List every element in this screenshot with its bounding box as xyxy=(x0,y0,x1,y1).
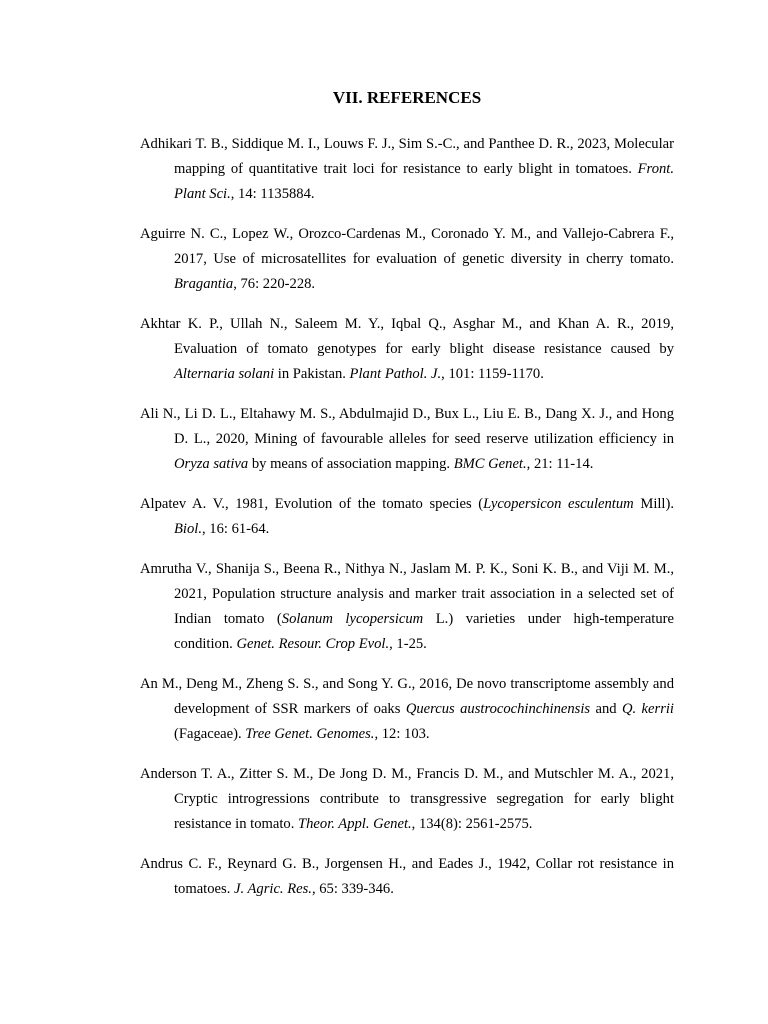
reference-italic-text: Alternaria solani xyxy=(174,366,275,382)
reference-italic-text: Theor. Appl. Genet. xyxy=(298,816,412,832)
reference-italic-text: Bragantia xyxy=(174,276,234,292)
reference-text: , 14: 1135884. xyxy=(230,186,315,202)
reference-italic-text: BMC Genet. xyxy=(453,456,527,472)
reference-text: L.) varieties under high-temperature condition. xyxy=(174,611,674,652)
reference-text: Alpatev A. V., 1981, Evolution of the tomato species ( xyxy=(140,496,484,512)
reference-text: , 12: 103. xyxy=(374,726,430,742)
reference-italic-text: Genet. Resour. Crop Evol. xyxy=(236,636,390,652)
reference-italic-text: J. Agric. Res. xyxy=(234,881,312,897)
section-heading: VII. REFERENCES xyxy=(332,88,482,107)
reference-entry xyxy=(140,762,674,837)
reference-text: Amrutha V., Shanija S., Beena R., Nithya N., Jaslam M. P. K., Soni K. B., and Viji M. M., 2021, Population structure analysis and marker trait association in a selected set of Indian tomato ( xyxy=(140,561,674,627)
reference-text: An M., Deng M., Zheng S. S., and Song Y. G., 2016, De novo transcriptome assembly and development of SSR markers of oaks xyxy=(140,676,674,717)
reference-entry xyxy=(140,312,674,387)
reference-italic-text: Tree Genet. Genomes. xyxy=(245,726,375,742)
reference-text: , 21: 11-14. xyxy=(526,456,594,472)
reference-entry xyxy=(140,132,674,207)
reference-entry xyxy=(140,672,674,747)
reference-text: , 1-25. xyxy=(389,636,427,652)
reference-italic-text: Front. Plant Sci. xyxy=(174,161,674,202)
reference-text: Akhtar K. P., Ullah N., Saleem M. Y., Iqbal Q., Asghar M., and Khan A. R., 2019, Evaluation of tomato genotypes for early blight disease resistance caused by xyxy=(140,316,674,357)
reference-text: , 16: 61-64. xyxy=(201,521,270,537)
reference-text: and xyxy=(590,701,622,717)
reference-text: Ali N., Li D. L., Eltahawy M. S., Abdulmajid D., Bux L., Liu E. B., Dang X. J., and Hong D. L., 2020, Mining of favourable alleles for seed reserve utilization efficiency in xyxy=(140,406,674,447)
reference-text: Anderson T. A., Zitter S. M., De Jong D. M., Francis D. M., and Mutschler M. A., 2021, Cryptic introgressions contribute to transgressive segregation for early blight resistance in tomato. xyxy=(140,766,674,832)
reference-text: Andrus C. F., Reynard G. B., Jorgensen H., and Eades J., 1942, Collar rot resistance in tomatoes. xyxy=(140,856,674,897)
reference-italic-text: Biol. xyxy=(174,521,202,537)
reference-italic-text: Lycopersicon esculentum xyxy=(483,496,634,512)
reference-italic-text: Quercus austrocochinchinensis xyxy=(405,701,591,717)
reference-italic-text: Q. kerrii xyxy=(621,701,674,717)
reference-text: Adhikari T. B., Siddique M. I., Louws F. J., Sim S.-C., and Panthee D. R., 2023, Molecular mapping of quantitative trait loci for resistance to early blight in tomatoes. xyxy=(140,136,674,177)
reference-text: Mill). xyxy=(633,496,674,512)
reference-entry xyxy=(140,557,674,657)
reference-entry xyxy=(140,402,674,477)
reference-text: , 101: 1159-1170. xyxy=(441,366,544,382)
reference-list xyxy=(140,132,674,902)
reference-entry xyxy=(140,222,674,297)
reference-entry xyxy=(140,852,674,902)
reference-text: in Pakistan. xyxy=(274,366,350,382)
reference-entry xyxy=(140,492,674,542)
reference-text: (Fagaceae). xyxy=(174,726,246,742)
reference-italic-text: Plant Pathol. J. xyxy=(349,366,442,382)
reference-text: by means of association mapping. xyxy=(248,456,454,472)
reference-text: , 134(8): 2561-2575. xyxy=(411,816,533,832)
reference-italic-text: Solanum lycopersicum xyxy=(281,611,424,627)
reference-text: , 76: 220-228. xyxy=(233,276,316,292)
reference-text: , 65: 339-346. xyxy=(311,881,394,897)
reference-text: Aguirre N. C., Lopez W., Orozco-Cardenas M., Coronado Y. M., and Vallejo-Cabrera F., 2017, Use of microsatellites for evaluation of genetic diversity in cherry tomato. xyxy=(140,226,674,267)
reference-italic-text: Oryza sativa xyxy=(174,456,249,472)
document-page xyxy=(140,86,674,917)
